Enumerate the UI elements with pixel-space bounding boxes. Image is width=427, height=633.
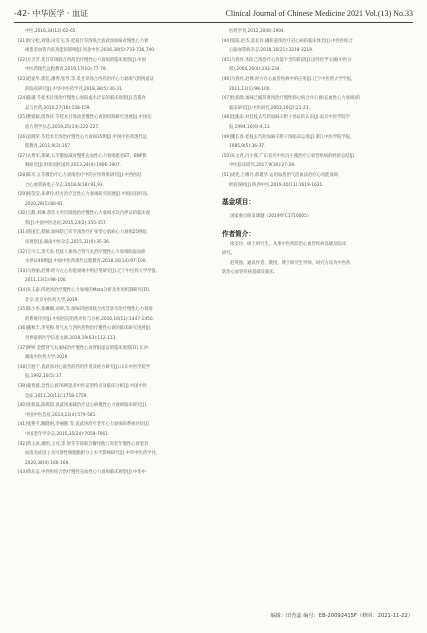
- reference-line: 2020,28(1):80-81.: [25, 201, 65, 207]
- reference-line: [23]赵爱华,郭佳,潘秀,张琴,等.炙甘草汤合西药治疗心力衰竭气阴两虚证: [18, 76, 154, 82]
- reference-line: 2011,13(1):98-100.: [229, 86, 271, 92]
- reference-line: [42]黄玉冰,谢明,王亮,等.射苓苓汤联合瓣伐他汀对老年慢性心衰患者: [18, 441, 149, 447]
- reference-line: 临床研究[J].中医研究,2003,16(2):21-23.: [229, 105, 310, 111]
- editor-footer: 编辑：田杏蕊 编号：EB-20092415F（修回：2021-11-22）: [270, 613, 413, 619]
- reference-line: [47]杜武勋.加味己椒苈黄汤治疗慢性肺心病合并心衰(充血性心力衰竭)的: [222, 96, 361, 102]
- reference-line: 1985,9(5):36-37.: [229, 144, 266, 150]
- reference-line: [29]杨莹莹,朱翠玲,经方治疗急性心力衰竭研究进展[J].中国民间疗法,: [18, 192, 149, 198]
- reference-line: 报,1992,16(5):37.: [25, 374, 63, 380]
- reference-line: 响研究[J].时珍国医国药,2013,24(9):1906-1907.: [25, 163, 122, 169]
- reference-line: 册),2004,26(4):232-234.: [229, 67, 281, 73]
- reference-line: [46]马春亮,赵博.经方在心血管疾病中的应用[J].辽宁中医药大学学报,: [222, 76, 353, 82]
- author-bio-2: 研究。: [222, 251, 235, 257]
- reference-line: 中国中医急症,2014,23(4):579-581.: [25, 412, 97, 418]
- reference-line: 水停证40例[J].中国中医药现代远程教育,2018,16(14):97-100.: [25, 259, 147, 265]
- reference-line: [50]朱文君,冯小燕.广东省名中医冯小燕治疗心衰营疾病的经验总结[J].: [222, 153, 356, 159]
- reference-line: 北京:北京中医药大学,2019.: [25, 297, 79, 303]
- reference-line: [51]成宪,王娜丹,邢建华.运用血菖治气活血法治疗心功能衰竭: [222, 172, 339, 178]
- reference-line: 中医临床研究,2017,9(30):27-28.: [229, 163, 296, 169]
- right-column: [222, 27, 414, 278]
- reference-line: 品与医药,2020,27(16):158-159.: [25, 105, 91, 111]
- author-heading: 作者简介：: [222, 229, 255, 238]
- reference-line: 中医,2016,34(12):62-65.: [25, 29, 77, 34]
- reference-line: 中医药现代远程教育,2019,17(10):77-78.: [25, 67, 107, 73]
- reference-line: [25]曹爱颖,周春祥.苓桂术甘汤改善慢性心衰的机制研究进展[J].中国实: [18, 115, 152, 121]
- header-english-journal: Clinical Journal of Chinese Medicine 2021 Vol.(13) No.33: [225, 9, 413, 18]
- reference-line: [36]戴秋丰,李英梅.肾气丸与西医药物治疗慢性心衰的临床研究进展[J].: [18, 326, 152, 332]
- fund-heading: 基金项目：: [222, 198, 255, 207]
- reference-line: [48]沈涨添.对桂枝去芍药加麻辛附子汤证的认识[J].南京中医学院学: [222, 115, 350, 121]
- reference-line: [21]侯宝松,刘强,田雪飞,等.桂枝甘草汤联合真武汤加味对慢性心力衰: [18, 38, 149, 44]
- reference-line: [44]张阳,赵杰,袁长玲.橘积姜汤治疗冠心病的临床体会[J].中西医结合: [222, 38, 353, 44]
- author-bio-3: 赵英强，通讯作者，教授，博士研究生导师，研究方向为中医药: [230, 260, 351, 266]
- reference-line: [27]关秀军,郑斌.五苓散加减对慢性充血性心力衰竭患者ET、BNP影: [18, 153, 147, 159]
- reference-line: 血清炎症因子及可溶性细胞黏附分子水平影响研究[J].中华中医药学刊,: [25, 451, 157, 457]
- author-bio-4: 防治心血管疾病基础及临床。: [222, 270, 278, 276]
- reference-line: 验方剂学杂志,2019,25(14):222-227.: [25, 124, 100, 130]
- reference-line: 世界最新医学信息文摘,2019,19(63):112-113.: [25, 336, 117, 341]
- reference-line: [33]马春丽,赵博.经方左心功能衰竭中的应用研究[J].辽宁中医药大学学报,: [18, 268, 158, 274]
- reference-line: 2011,13(1):98-100.: [25, 278, 67, 284]
- reference-line: 报,1994,16(6):4,11.: [229, 124, 271, 130]
- reference-line: [40]张新磊,陈燕超.真武汤加减治疗冠心病慢性心力衰竭临床研究[J].: [18, 403, 148, 409]
- reference-line: [39]蒙秀群.急性心衰76例患者中医证型特点及临床分析[J].中国中医: [18, 383, 148, 389]
- reference-line: 湖南中医药大学,2019.: [25, 355, 69, 361]
- reference-line: 的系统评价[J].中国医院用药评价与分析,2016,16(11):1447-1450.: [25, 316, 154, 322]
- reference-line: [37]钟婷.金匮肾气丸加味治疗慢性心衰肾阳虚证的临床观察[D].长沙:: [18, 345, 150, 351]
- header-page-journal: -42- 中华医学 · 血证: [14, 9, 89, 18]
- reference-line: 心脑血管病杂志,2018,16(21):3218-3219.: [229, 48, 314, 54]
- reference-line: [24]陈谦.苓桂术甘汤治疗慢性心衰阳虚水泛证的临床观察[J].首都食: [18, 96, 146, 102]
- left-column-references: [18, 27, 208, 478]
- header-rule: [14, 22, 413, 23]
- right-column-references: [222, 27, 414, 190]
- reference-line: 程教育,2011,9(3):167.: [25, 144, 72, 150]
- reference-line: [26]袁晓荣.苓桂术甘汤治疗慢性心力衰竭35例[J].中国中医药现代远: [18, 134, 148, 140]
- reference-line: 床观察[J].湖南中医杂志,2015,31(9):35-36.: [25, 240, 111, 246]
- reference-line: [43]黄东运.中西医结合治疗慢性充血性心力衰竭临床观察[J].中华中: [18, 470, 146, 476]
- reference-line: 竭患者血管内皮功能的影响[J].河北中医,2016,38(5):733-736,740.: [25, 48, 156, 54]
- reference-line: [45]马春亮.木防己汤治疗心功能不全的阶段[J].国外医学文摘(中医分: [222, 57, 352, 63]
- reference-line: 中国老年学杂志,2015,35(24):7059-7061.: [25, 431, 110, 437]
- fund-text: 国家重点研发课题（2019YFC1710005）: [230, 214, 312, 220]
- reference-line: 经验探析[J].陕西中医,2019,40(11):1619-1621.: [229, 182, 324, 188]
- reference-line: 急症,2011,20(11):1758-1759.: [25, 393, 88, 399]
- reference-line: [32]王可义,余天泉.桂枝人参汤合肾气丸治疗慢性心力衰竭阳虚血瘀: [18, 249, 146, 255]
- reference-line: [31]蒋国宏,蔡颖.加味防己茯苓汤治疗扩张型心肌病心力衰竭25例临: [18, 230, 147, 236]
- reference-line: [34]朱玉嘉.四逆汤治疗慢性心力衰竭的Meta分析及作用机制研究[D].: [18, 288, 151, 294]
- reference-line: [22]方卫芳.炙甘草汤联合西药治疗慢性心力衰竭的临床观察[J].中国: [18, 57, 146, 63]
- reference-line: [28]陈军,五苓散治疗心力衰竭治疗中的应用效果研究[J].中西医结: [18, 172, 142, 178]
- running-header: [14, 6, 413, 22]
- reference-line: 的临床研究[J].中华中医药学刊,2018,38(5):30-31.: [25, 86, 124, 92]
- reference-line: 医药学刊,2012,30(8):1904.: [229, 29, 286, 34]
- author-bio-1: 徐圣玲，硕士研究生，从事中医药防治心血管疾病基础及临床: [230, 241, 347, 247]
- reference-line: 合心血管病电子杂志,2018,6(18):91,93.: [25, 182, 105, 188]
- reference-line: [49]魏长春.桂枝去芍药加麻辛附子汤临床运用[J].浙江中医学院学报,: [222, 134, 352, 140]
- reference-line: 察[J].中国中医急症,2015,24(2):355-357.: [25, 220, 108, 226]
- reference-line: [30]王静,刘琳.葶苈大枣泻肺汤治疗慢性心力衰竭水饮内停证的临床观: [18, 211, 150, 217]
- reference-line: [38]王旭宁.真武汤对心衰营的药用作用及经方研究[J].山东中医学院学: [18, 364, 151, 370]
- reference-line: [41]张艳平,鲍晓明,李丽静,等.真武汤治疗老年心力衰竭的系统评价[J].: [18, 422, 150, 428]
- reference-line: [35]陈小华,张姗姗,刘翠,等.加味四逆汤联合伐昔洛韦治疗慢性心力衰竭: [18, 307, 153, 313]
- reference-line: 2020,38(4):166-169.: [25, 460, 70, 466]
